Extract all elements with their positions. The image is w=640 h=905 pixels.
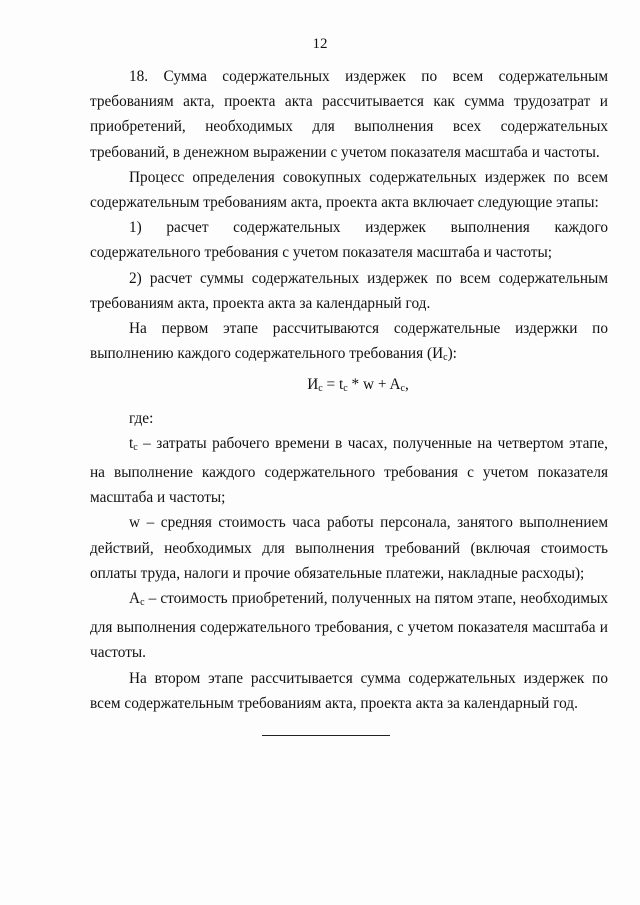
paragraph-step-2: 2) расчет суммы содержательных издержек по всем содержательным требованиям акта, проекта акта за календарный год. — [90, 269, 608, 312]
definition-a-symbol: A — [129, 590, 141, 608]
first-stage-subscript: c — [443, 352, 448, 364]
formula-mid: * w + A — [347, 376, 401, 394]
document-body — [90, 64, 608, 716]
formula-lhs-subscript: c — [318, 383, 323, 395]
first-stage-tail: ): — [447, 345, 457, 363]
formula-lhs: И — [307, 376, 319, 394]
formula-eq: = t — [322, 376, 344, 394]
paragraph-where: где: — [129, 409, 154, 427]
definition-t-subscript: c — [133, 441, 138, 453]
definition-t-text: – затраты рабочего времени в часах, полученные на четвертом этапе, на выполнение каждого содержательного требования с учетом показателя масштаба и частоты; — [90, 434, 608, 507]
paragraph-second-stage: На втором этапе рассчитывается сумма содержательных издержек по всем содержательным требованиям акта, проекта акта за календарный год. — [90, 669, 608, 712]
definition-a — [90, 586, 608, 666]
definition-w: w – средняя стоимость часа работы персонала, занятого выполнением действий, необходимых для выполнения требований (включая стоимость оплаты труда, налоги и прочие обязательные платежи, накладные расходы); — [90, 514, 608, 582]
definition-a-text: – стоимость приобретений, полученных на пятом этапе, необходимых для выполнения содержательного требования, с учетом показателя масштаба и частоты. — [90, 590, 608, 662]
definition-t — [90, 431, 608, 511]
formula — [90, 372, 608, 401]
definition-t-symbol: t — [129, 434, 134, 452]
paragraph-step-1: 1) расчет содержательных издержек выполнения каждого содержательного требования с учетом показателя масштаба и частоты; — [90, 219, 608, 262]
formula-t-subscript: c — [343, 383, 348, 395]
paragraph-18: 18. Сумма содержательных издержек по всем содержательным требованиям акта, проекта акта рассчитывается как сумма трудозатрат и приобретений, необходимых для выполнения всех содержательных требований, в денежном выражении с учетом показателя масштаба и частоты. — [90, 68, 608, 161]
paragraph-process: Процесс определения совокупных содержательных издержек по всем содержательным требованиям акта, проекта акта включает следующие этапы: — [90, 168, 608, 212]
page-number: 12 — [312, 36, 328, 52]
formula-end: , — [404, 376, 409, 394]
paragraph-first-stage — [90, 316, 608, 370]
first-stage-text: На первом этапе рассчитываются содержательные издержки по выполнению каждого содержательного требования (И — [90, 320, 608, 363]
definition-a-subscript: c — [140, 597, 145, 609]
closing-rule — [262, 735, 390, 736]
formula-a-subscript: c — [400, 383, 405, 395]
